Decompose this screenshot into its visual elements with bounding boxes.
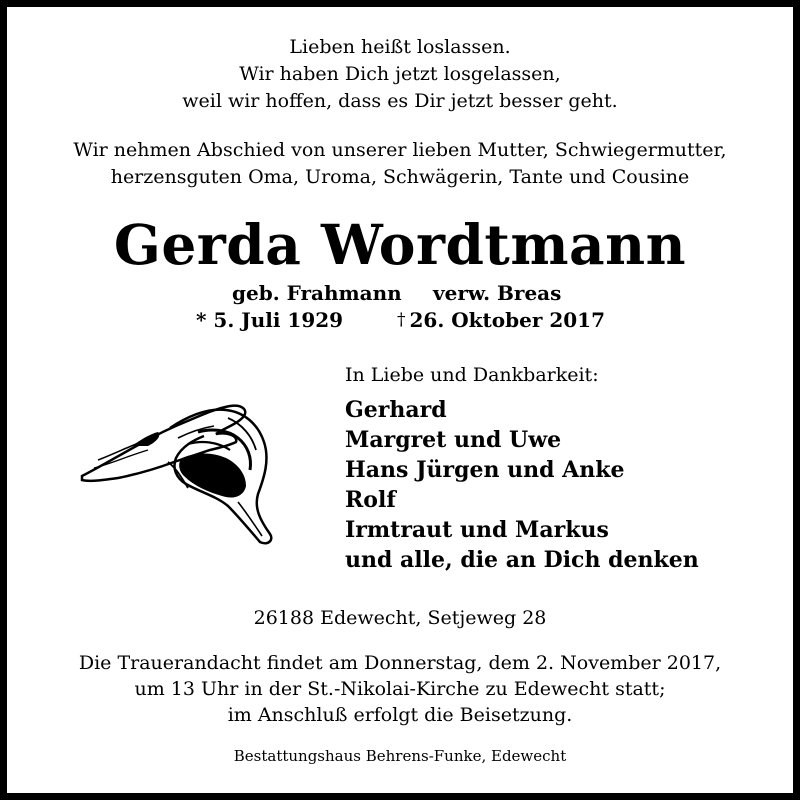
poem-line: Wir haben Dich jetzt losgelassen, [239, 63, 561, 85]
service-line: um 13 Uhr in der St.-Nikolai-Kirche zu Edewecht statt; [134, 678, 666, 700]
mourner: und alle, die an Dich denken [345, 547, 699, 573]
mourner: Gerhard [345, 397, 447, 423]
service-line: im Anschluß erfolgt die Beisetzung. [227, 704, 573, 726]
birth-name: geb. Frahmann [232, 281, 402, 305]
intro-line: herzensguten Oma, Uroma, Schwägerin, Tante und Cousine [110, 166, 690, 188]
holding-hands-icon [78, 398, 278, 550]
farewell-intro [0, 137, 800, 191]
death-date-text: 26. Oktober 2017 [409, 308, 605, 332]
mourner: Hans Jürgen und Anke [345, 457, 625, 483]
poem-line: Lieben heißt loslassen. [289, 36, 511, 58]
poem [0, 34, 800, 115]
mourners-list [345, 395, 699, 575]
death-date [397, 307, 605, 335]
birth-date: * 5. Juli 1929 [196, 308, 344, 332]
intro-line: Wir nehmen Abschied von unserer lieben Mutter, Schwiegermutter, [73, 139, 727, 161]
funeral-home: Bestattungshaus Behrens-Funke, Edewecht [233, 747, 567, 765]
mourner: Rolf [345, 487, 396, 513]
poem-line: weil wir hoffen, dass es Dir jetzt besser geht. [182, 90, 618, 112]
mourner: Irmtraut und Markus [345, 517, 609, 543]
cross-icon: † [397, 310, 406, 330]
service-line: Die Trauerandacht findet am Donnerstag, dem 2. November 2017, [78, 652, 722, 674]
mourner: Margret und Uwe [345, 427, 562, 453]
family-address: 26188 Edewecht, Setjeweg 28 [253, 607, 547, 629]
widowed-name: verw. Breas [433, 281, 562, 305]
thanks-line: In Liebe und Dankbarkeit: [345, 364, 599, 386]
service-info [0, 650, 800, 728]
deceased-name: Gerda Wordtmann [113, 212, 687, 277]
